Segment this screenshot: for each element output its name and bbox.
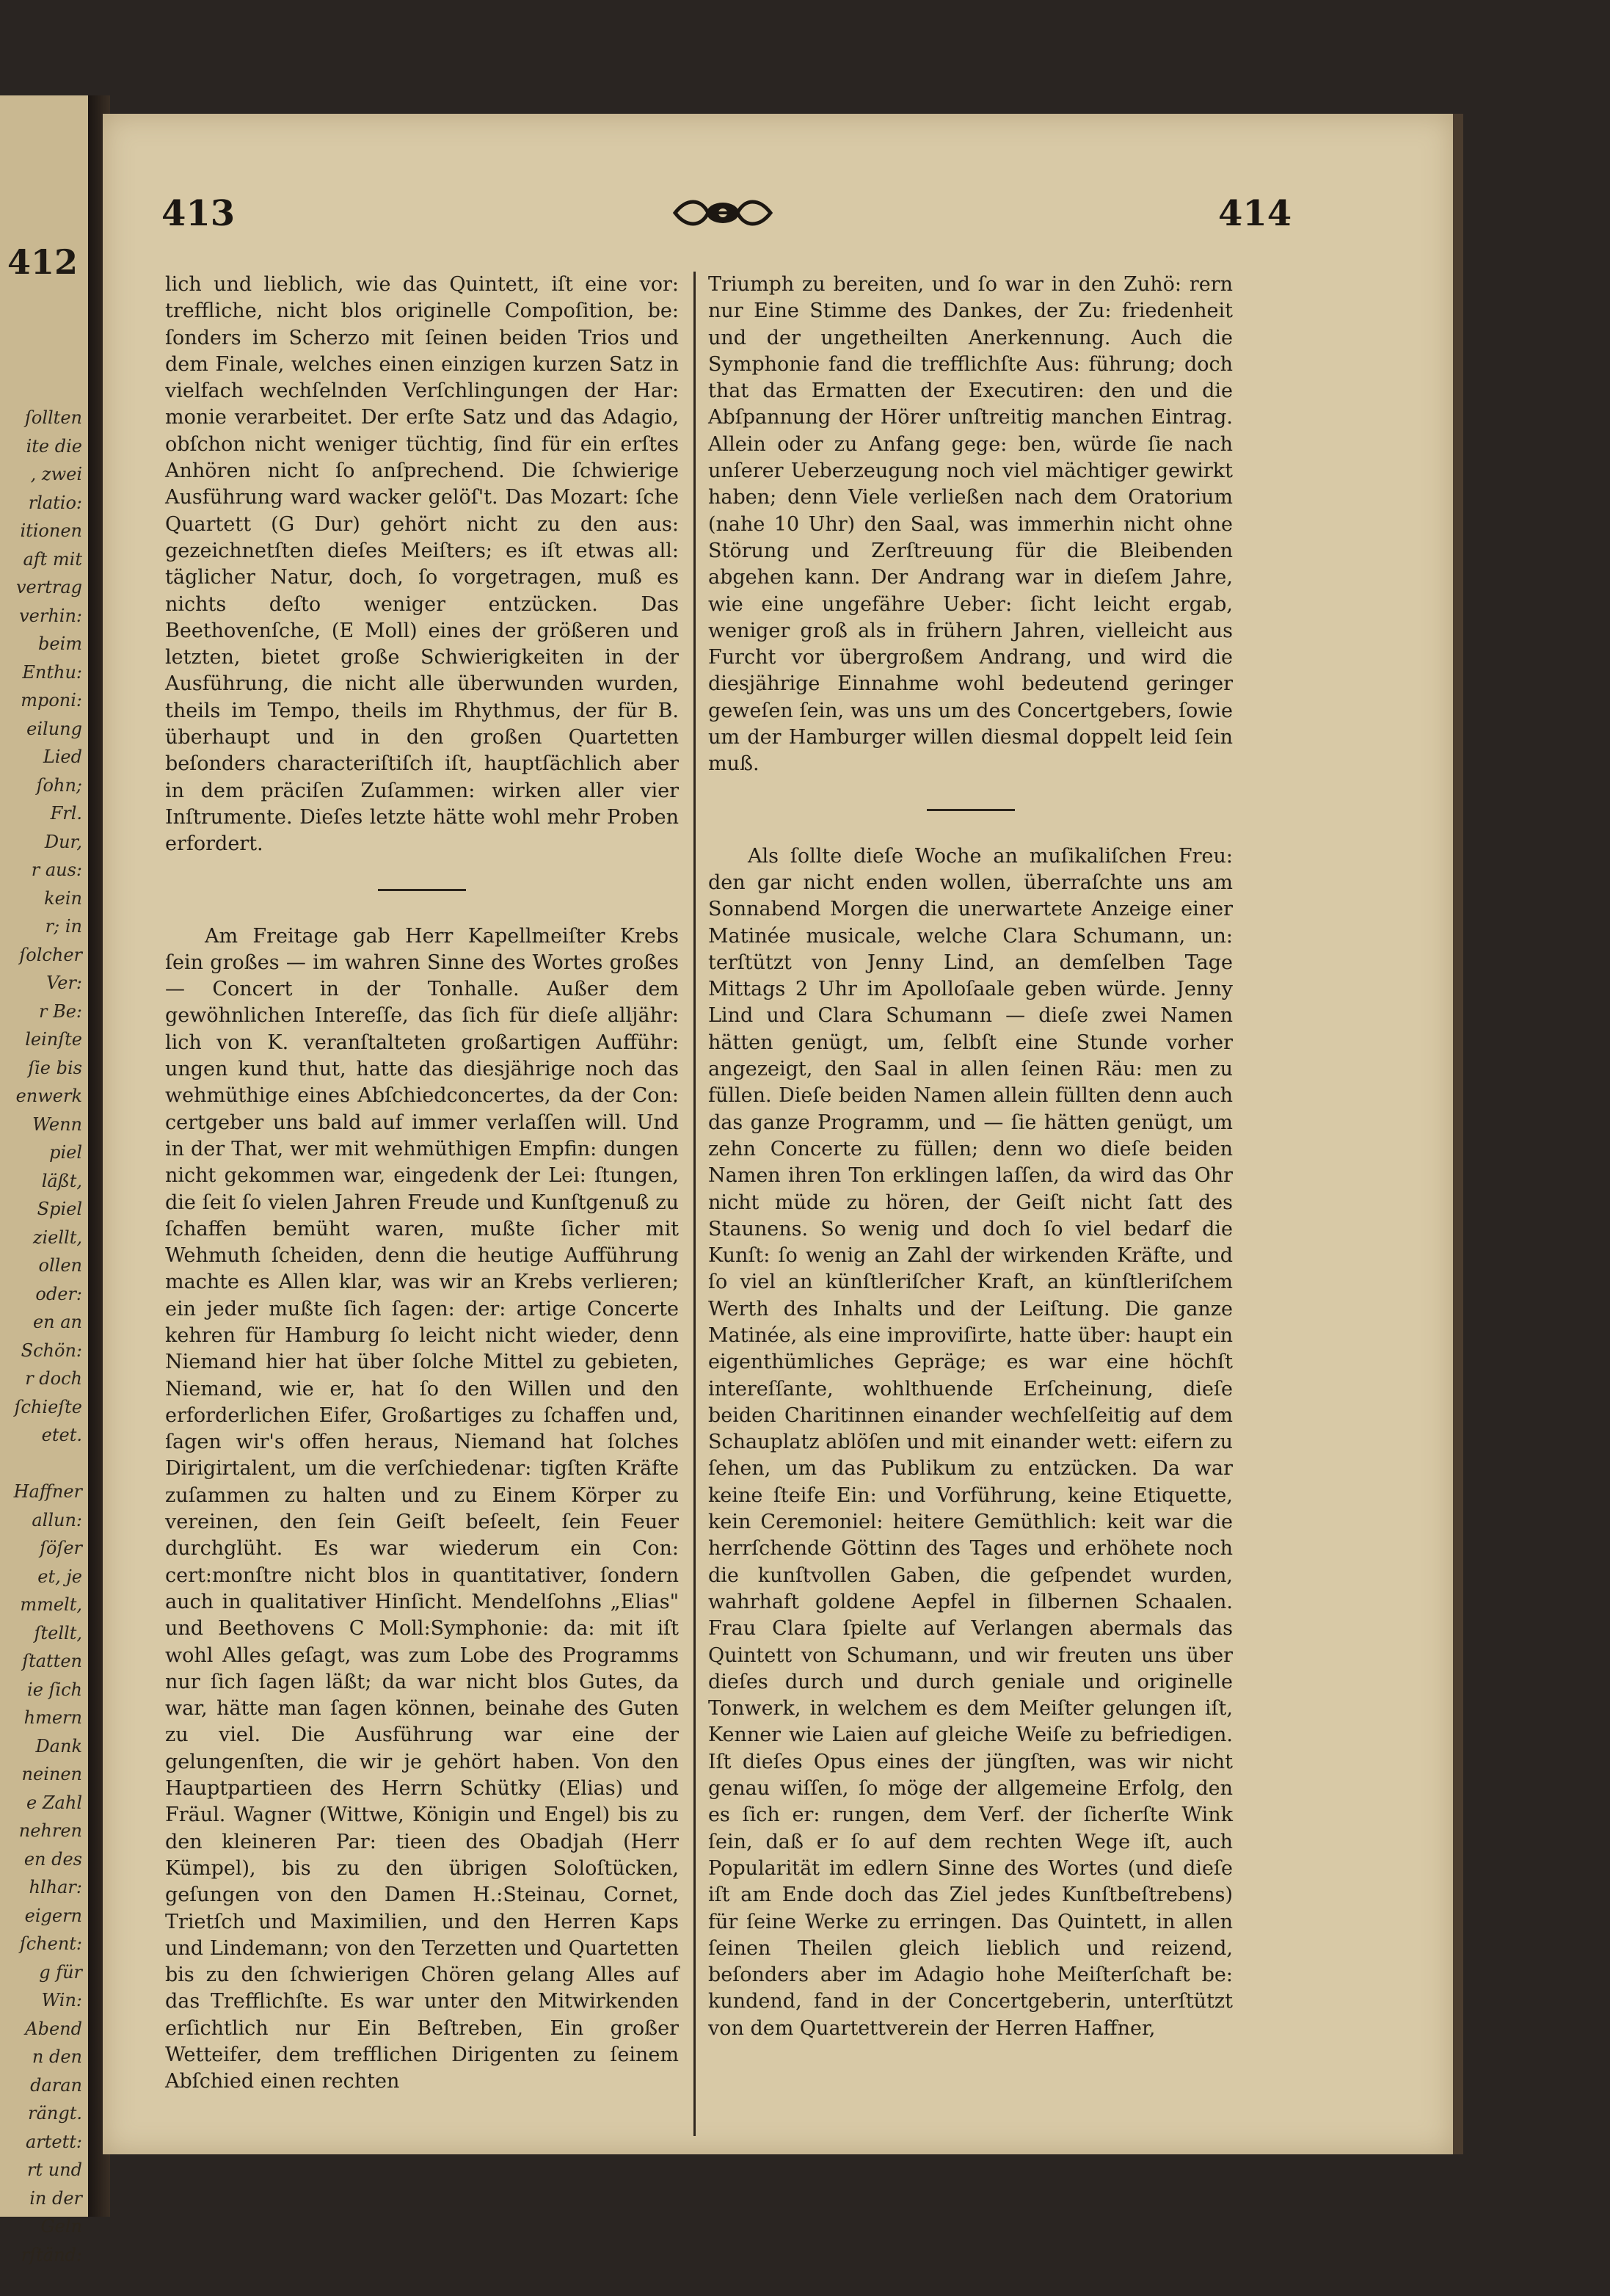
previous-page-fragment-line: leinſte [25,1029,82,1050]
previous-page-fragment-line: n den [32,2046,82,2067]
previous-page-fragment-line: ite die [26,435,82,457]
previous-page-fragment-line: rlatio: [28,492,82,513]
previous-page-fragment-line: Schön: [21,1340,82,1361]
previous-page-fragment-line: Geln [40,2216,82,2237]
previous-page-fragment-line: vertrag [15,577,82,597]
right-paragraph-2: Als ſollte dieſe Woche an muſikaliſchen Freu: den gar nicht enden wollen, überraſchte uns am Sonnabend Morgen die unerwartete Anzeige einer Matinée musicale, welche Clara Schumann, un: terſtützt von Jenny Lind, an demſelben Tage Mittags 2 Uhr im Apolloſaale geben würde. Jenny Lind und Clara Schumann — dieſe zwei Namen hätten genügt, um, ſelbſt eine Stunde vorher angezeigt, den Saal in allen ſeinen Räu: men zu füllen. Dieſe beiden Namen allein füllten denn auch das ganze Programm, und — ſie hätten genügt, um zehn Concerte zu füllen; denn wo dieſe beiden Namen ihren Ton erklingen laſſen, da wird das Ohr nicht müde zu hören, der Geiſt nicht ſatt des Staunens. So wenig und doch ſo viel bedarf die Kunſt: ſo wenig an Zahl der wirkenden Kräfte, und ſo viel an künſtleriſcher Kraft, an künſtleriſchem Werth des Inhalts und der Leiſtung. Die ganze Matinée, als eine improviſirte, hatte über: haupt ein eigenthümliches Gepräge; es war eine höchſt intereſſante, wohlthuende Erſcheinung, dieſe beiden Charitinnen einander wechſelſeitig auf dem Schauplatz ablöſen und mit einander wett: eifern zu ſehen, um das Publikum zu entzücken. Da war keine ſteife Ein: und Vorführung, keine Etiquette, kein Ceremoniel: heitere Gemüthlich: keit war die herrſchende Göttinn des Tages und erhöhete noch die kunſtvollen Gaben, die geſpendet wurden, wahrhaft goldene Aepfel in ſilbernen Schaalen. Frau Clara ſpielte auf Verlangen abermals das Quintett von Schumann, und wir freuten uns über dieſes durch und durch geniale und originelle Tonwerk, in welchem es dem Meiſter gelungen iſt, Kenner wie Laien auf gleiche Weiſe zu befriedigen. Iſt dieſes Opus eines der jüngſten, was wir nicht genau wiſſen, ſo möge der allgemeine Erfolg, den es ſich er: rungen, dem Verf. der ſicherſte Wink ſein, daß er ſo auf dem rechten Wege iſt, auch Popularität im edlern Sinne des Wortes (und dieſe iſt am Ende doch das Ziel jedes Kunſtbeſtrebens) für ſeine Werke zu erringen. Das Quintett, in allen ſeinen Theilen gleich lieblich und reizend, beſonders aber im Adagio hohe Meiſterſchaft be: kundend, fand in der Concertgeberin, unterſtützt von dem Quartettverein der Herren Haffner, [708,844,1233,2040]
previous-page-fragments [6,404,82,2269]
left-paragraph-1: lich und lieblich, wie das Quintett, iſt eine vor: treffliche, nicht blos originelle Compoſition, be: ſonders im Scherzo mit ſeinen beiden Trios und dem Finale, welches einen einzigen kurzen Satz in vielfach wechſelnden Verſchlingungen der Har: monie verarbeitet. Der erſte Satz und das Adagio, obſchon nicht weniger tüchtig, ſind für ein erſtes Anhören nicht ſo anſprechend. Die ſchwierige Ausführung ward wacker gelöſ't. Das Mozart: ſche Quartett (G Dur) gehört nicht zu den aus: gezeichnetſten dieſes Meiſters; es iſt etwas all: täglicher Natur, doch, ſo vorgetragen, muß es nichts deſto weniger entzücken. Das Beethovenſche, (E Moll) eines der größeren und letzten, bietet große Schwierigkeiten in der Ausführung, die nicht alle überwunden wurden, theils im Tempo, theils im Rhythmus, der für B. überhaupt und in den großen Quartetten beſonders characteriſtiſch iſt, hauptſächlich aber in dem präciſen Zuſammen: wirken aller vier Inſtrumente. Dieſes letzte hätte wohl mehr Proben erfordert. [165,273,679,856]
right-column [708,272,1233,2042]
previous-page-fragment-line: enwerk [15,1086,82,1106]
previous-page-fragment-line: ollen [38,1255,82,1276]
previous-page-edge [0,95,92,2265]
previous-page-fragment-line: ſtellt, [34,1622,82,1643]
previous-page-fragment-line: ie ſich [27,1679,82,1700]
section-divider [927,809,1015,811]
previous-page-fragment-line: en des [23,1848,82,1870]
previous-page-fragment-line: g für [39,1961,82,1983]
right-paragraph-1: Triumph zu bereiten, und ſo war in den Zuhö: rern nur Eine Stimme des Dankes, der Zu: friedenheit und der ungetheilten Anerkennung. Auch die Symphonie fand die trefflichſte Aus: führung; doch that das Ermatten der Executiren: den und die Abſpannung der Hörer unſtreitig manchen Eintrag. Allein oder zu Anfang gege: ben, würde ſie nach unſerer Ueberzeugung noch viel mächtiger gewirkt haben; denn Viele verließen nach dem Oratorium (nahe 10 Uhr) den Saal, was immerhin nicht ohne Störung und Zerſtreuung für die Bleibenden abgehen kann. Der Andrang war in dieſem Jahre, wie eine ungefähre Ueber: ſicht leicht ergab, weniger groß als in frühern Jahren, vielleicht aus Furcht vor übergroßem Andrang, und wird die diesjährige Einnahme wohl bedeutend geringer geweſen ſein, was uns um des Concertgebers, ſowie um der Hamburger willen diesmal doppelt leid ſein muß. [708,273,1233,776]
ornament-icon [668,195,778,231]
page-number-left: 413 [161,193,236,234]
previous-page-fragment-line: daran [30,2074,82,2096]
previous-page-fragment-line [6,1450,82,1478]
column-divider [693,272,696,2136]
previous-page-fragment-line: eilung [26,718,82,739]
previous-page-fragment-line: Dank [35,1735,82,1756]
previous-page-fragment-line: beim [38,633,82,654]
previous-page-number: 412 [7,242,79,282]
previous-page-fragment-line: Haffner [13,1481,82,1502]
previous-page-fragment-line: hlhar: [29,1877,82,1897]
previous-page-fragment-line: Ver: [46,973,82,993]
previous-page-fragment-line: et, je [37,1566,82,1587]
previous-page-fragment-line: aft mit [23,548,82,570]
section-divider [378,889,466,891]
previous-page-fragment-line: verhin: [19,605,82,626]
previous-page-fragment-line: r aus: [31,860,82,880]
previous-page-fragment-line: Enthu: [22,661,82,683]
previous-page-fragment-line: in der [29,2187,82,2209]
previous-page-fragment-line: rt und [26,2159,82,2180]
previous-page-fragment-line: ſollten [25,407,82,428]
previous-page-fragment-line: hmern [23,1707,82,1728]
previous-page-fragment-line: eigern [24,1905,82,1926]
previous-page-fragment-line: ſohn; [36,774,82,796]
previous-page-fragment-line: Win: [41,1990,82,2010]
previous-page-fragment-line: r doch [25,1368,82,1389]
previous-page-fragment-line: neinen [21,1764,82,1784]
previous-page-fragment-line: mponi: [21,690,82,711]
previous-page-fragment-line: Lied [43,746,82,767]
previous-page-fragment-line: Abend [25,2018,82,2039]
previous-page-fragment-line: allun: [32,1509,82,1530]
previous-page-fragment-line: rſtänd: [21,2244,82,2265]
previous-page-fragment-line: läßt, [41,1170,82,1191]
previous-page-fragment-line: ſolcher [19,944,82,965]
previous-page-fragment-line: itionen [20,520,82,541]
previous-page-fragment-line: rängt. [28,2103,82,2124]
previous-page-fragment-line: etet. [41,1425,82,1445]
previous-page-fragment-line: , zwei [30,464,82,484]
left-column [165,272,679,2096]
previous-page-fragment-line: r Be: [38,1000,82,1022]
previous-page-fragment-line: ziellt, [32,1227,82,1248]
previous-page-fragment-line: artett: [25,2131,82,2152]
previous-page-fragment-line: ſöſer [40,1538,82,1558]
previous-page-fragment-line: ſie bis [28,1057,82,1078]
previous-page-fragment-line: en an [32,1312,82,1332]
left-paragraph-2: Am Freitage gab Herr Kapellmeiſter Krebs ſein großes — im wahren Sinne des Wortes großes — Concert in der Tonhalle. Außer dem gewöhnlichen Intereſſe, das ſich für dieſe alljähr: lich von K. veranſtalteten großartigen Aufführ: ungen kund thut, hatte das diesjährige noch das wehmüthige eines Abſchiedconcertes, da der Con: certgeber uns bald auf immer verlaſſen will. Und in der That, wer mit wehmüthigen Empfin: dungen nicht gekommen war, eingedenk der Lei: ſtungen, die ſeit ſo vielen Jahren Freude und Kunſtgenuß zu ſchaffen bemüht waren, mußte ſicher mit Wehmuth ſcheiden, denn die heutige Aufführung machte es Allen klar, was wir an Krebs verlieren; ein jeder mußte ſich ſagen: der: artige Concerte kehren für Hamburg ſo leicht nicht wieder, denn Niemand hier hat über ſolche Mittel zu gebieten, Niemand, wie er, hat ſo den Willen und den erforderlichen Eifer, Großartiges zu ſchaffen und, ſagen wir's offen heraus, Niemand hat ſolches Dirigirtalent, um die verſchiedenar: tigſten Kräfte zuſammen zu halten und zu Einem Körper zu vereinen, den ſein Geiſt beſeelt, ſein Feuer durchglüht. Es war wiederum ein Con: cert:monſtre nicht blos in quantitativer, ſondern auch in qualitativer Hinſicht. Mendelſohns „Elias" und Beethovens C Moll:Symphonie: da: mit iſt wohl Alles geſagt, was zum Lobe des Programms nur ſich ſagen läßt; da war nicht blos Gutes, da war, hätte man ſagen können, beinahe des Guten zu viel. Die Ausführung war eine der gelungenſten, die wir je gehört haben. Von den Hauptpartieen des Herrn Schütky (Elias) und Fräul. Wagner (Wittwe, Königin und Engel) bis zu den kleineren Par: tieen des Obadjah (Herr Kümpel), bis zu den übrigen Soloſtücken, geſungen von den Damen H.:Steinau, Cornet, Trietſch und Maximilien, und den Herren Kaps und Lindemann; von den Terzetten und Quartetten bis zu den ſchwierigen Chören gelang Alles auf das Trefflichſte. Es war unter den Mitwirkenden erſichtlich nur Ein Beſtreben, Ein großer Wetteifer, dem trefflichen Dirigenten zu ſeinem Abſchied einen rechten [165,924,679,2093]
previous-page-fragment-line: Dur, [44,831,82,852]
previous-page-fragment-line: mmelt, [20,1594,82,1615]
previous-page-fragment-line: e Zahl [26,1792,82,1813]
previous-page-fragment-line: Wenn [32,1114,82,1135]
previous-page-fragment-line: ſtatten [22,1651,82,1671]
previous-page-fragment-line: ſchieſte [14,1396,82,1417]
book-page [103,114,1463,2154]
previous-page-fragment-line: piel [49,1142,82,1163]
page-number-right: 414 [1218,193,1292,234]
previous-page-fragment-line: Frl. [50,803,82,824]
previous-page-fragment-line: r; in [45,916,82,937]
previous-page-fragment-line: oder: [35,1283,82,1304]
previous-page-fragment-line: kein [44,887,82,909]
previous-page-fragment-line: ſchent: [19,1933,82,1954]
previous-page-fragment-line: nehren [18,1820,82,1841]
previous-page-fragment-line: Spiel [37,1199,82,1219]
